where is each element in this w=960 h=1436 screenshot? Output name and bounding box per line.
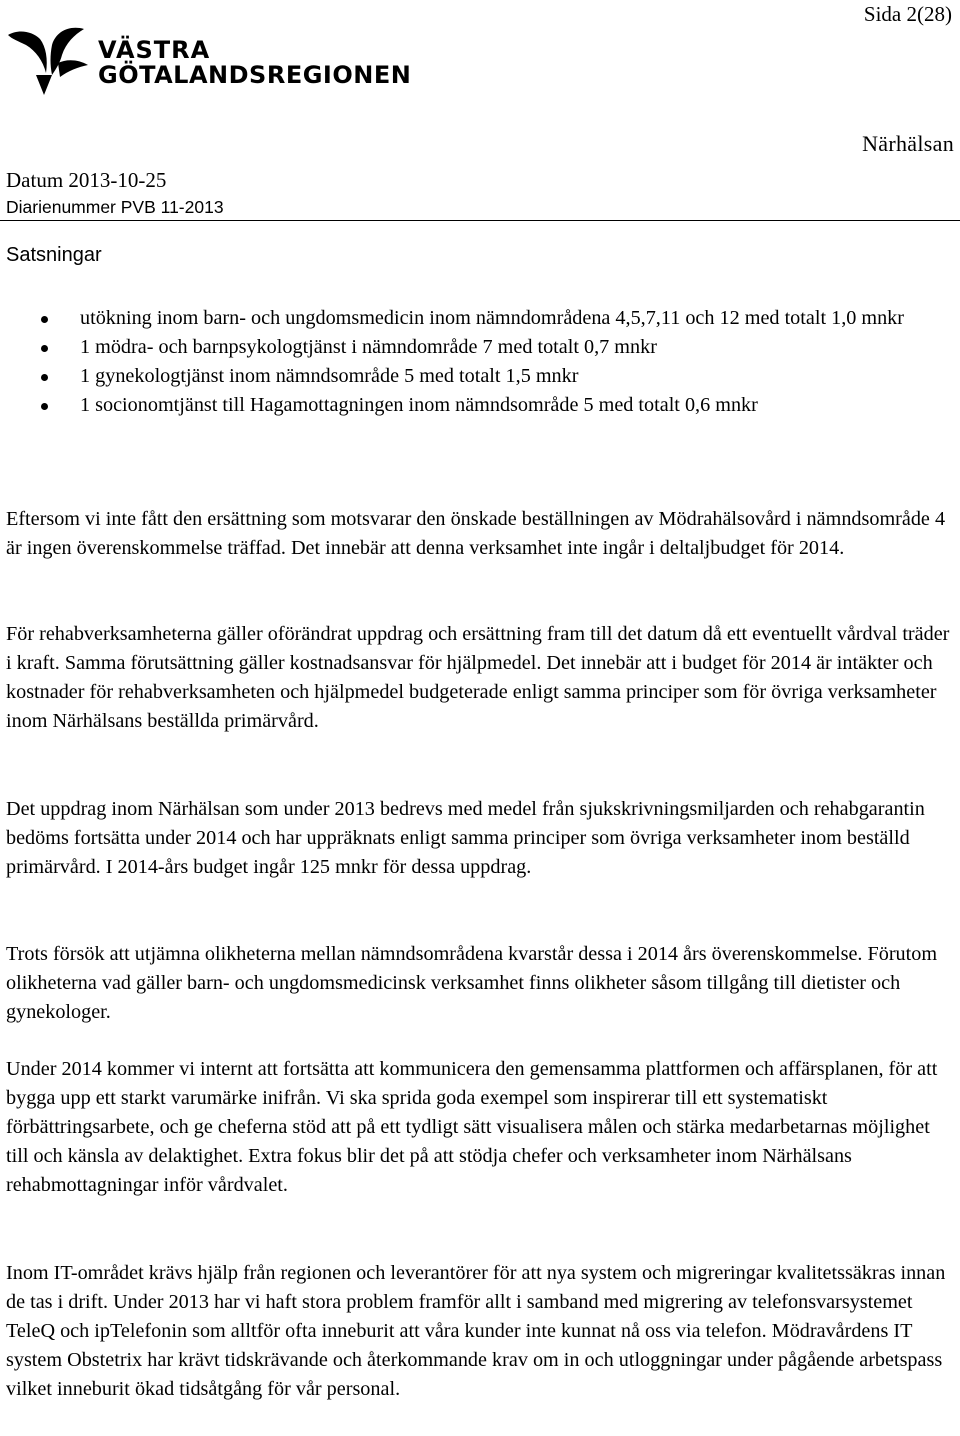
document-date: Datum 2013-10-25 — [6, 168, 167, 192]
header-divider — [0, 220, 960, 221]
paragraph: Inom IT-området krävs hjälp från regionen och leverantörer för att nya system och migreringar kvalitetssäkras innan de tas i drift. Under 2013 har vi haft stora problem framför allt i samband med migrering av telefonsvarsystemet TeleQ och ipTelefonin som alltför ofta inneburit att våra kunder inte kunnat nå oss via telefon. Mödravårdens IT system Obstetrix har krävt tidskrävande och återkommande krav om in och utloggningar under pågående arbetspass vilket inneburit ökad tidsåtgång för vår personal. — [6, 1262, 946, 1400]
logo — [6, 25, 412, 105]
department-name: Närhälsan — [862, 131, 954, 156]
paragraph: Det uppdrag inom Närhälsan som under 2013 bedrevs med medel från sjukskrivningsmiljarden och rehabgarantin bedöms fortsätta under 2014 och har uppräknats enligt samma principer som övriga verksamheter inom beställd primärvård. I 2014-års budget ingår 125 mnkr för dessa uppdrag. — [6, 798, 925, 878]
paragraph: Eftersom vi inte fått den ersättning som motsvarar den önskade beställningen av Mödrahälsovård i nämndsområde 4 är ingen överenskommelse träffad. Det innebär att denna verksamhet inte ingår i deltaljbudget för 2014. — [6, 508, 946, 559]
page-number: Sida 2(28) — [863, 2, 952, 26]
list-item: 1 gynekologtjänst inom nämndsområde 5 med totalt 1,5 mnkr — [0, 362, 920, 391]
vgr-logo-icon — [6, 25, 96, 105]
diary-number: Diarienummer PVB 11-2013 — [6, 197, 224, 217]
logo-text-line2: GÖTALANDSREGIONEN — [98, 61, 412, 89]
paragraph: Trots försök att utjämna olikheterna mellan nämndsområdena kvarstår dessa i 2014 års överenskommelse. Förutom olikheterna vad gäller barn- och ungdomsmedicinsk verksamhet finns olikheter såsom tillgång till dietister och gynekologer. — [6, 943, 938, 1023]
paragraph: Under 2014 kommer vi internt att fortsätta att kommunicera den gemensamma plattformen och affärsplanen, för att bygga upp ett starkt varumärke inifrån. Vi ska sprida goda exempel som inspirerar till ett systematiskt förbättringsarbete, och ge cheferna stöd att på ett tydligt sätt visualisera målen och stärka medarbetarnas möjlighet till och känsla av delaktighet. Extra fokus blir det på att stödja chefer och verksamheter inom Närhälsans rehabmottagningar inför vårdvalet. — [6, 1058, 938, 1196]
section-title: Satsningar — [6, 244, 102, 266]
list-item: utökning inom barn- och ungdomsmedicin inom nämndområdena 4,5,7,11 och 12 med totalt 1,0 mnkr — [0, 304, 920, 333]
paragraph: För rehabverksamheterna gäller oförändrat uppdrag och ersättning fram till det datum då ett eventuellt vårdval träder i kraft. Samma förutsättning gäller kostnadsansvar för hjälpmedel. Det innebär att i budget för 2014 är intäkter och kostnader för rehabverksamheten och hjälpmedel budgeterade enligt samma principer som för övriga verksamheter inom Närhälsans beställda primärvård. — [6, 623, 950, 732]
list-item: 1 socionomtjänst till Hagamottagningen inom nämndsområde 5 med totalt 0,6 mnkr — [0, 391, 920, 420]
logo-text-line1: VÄSTRA — [98, 36, 211, 64]
list-item: 1 mödra- och barnpsykologtjänst i nämndområde 7 med totalt 0,7 mnkr — [0, 333, 920, 362]
bullet-list — [0, 304, 960, 420]
